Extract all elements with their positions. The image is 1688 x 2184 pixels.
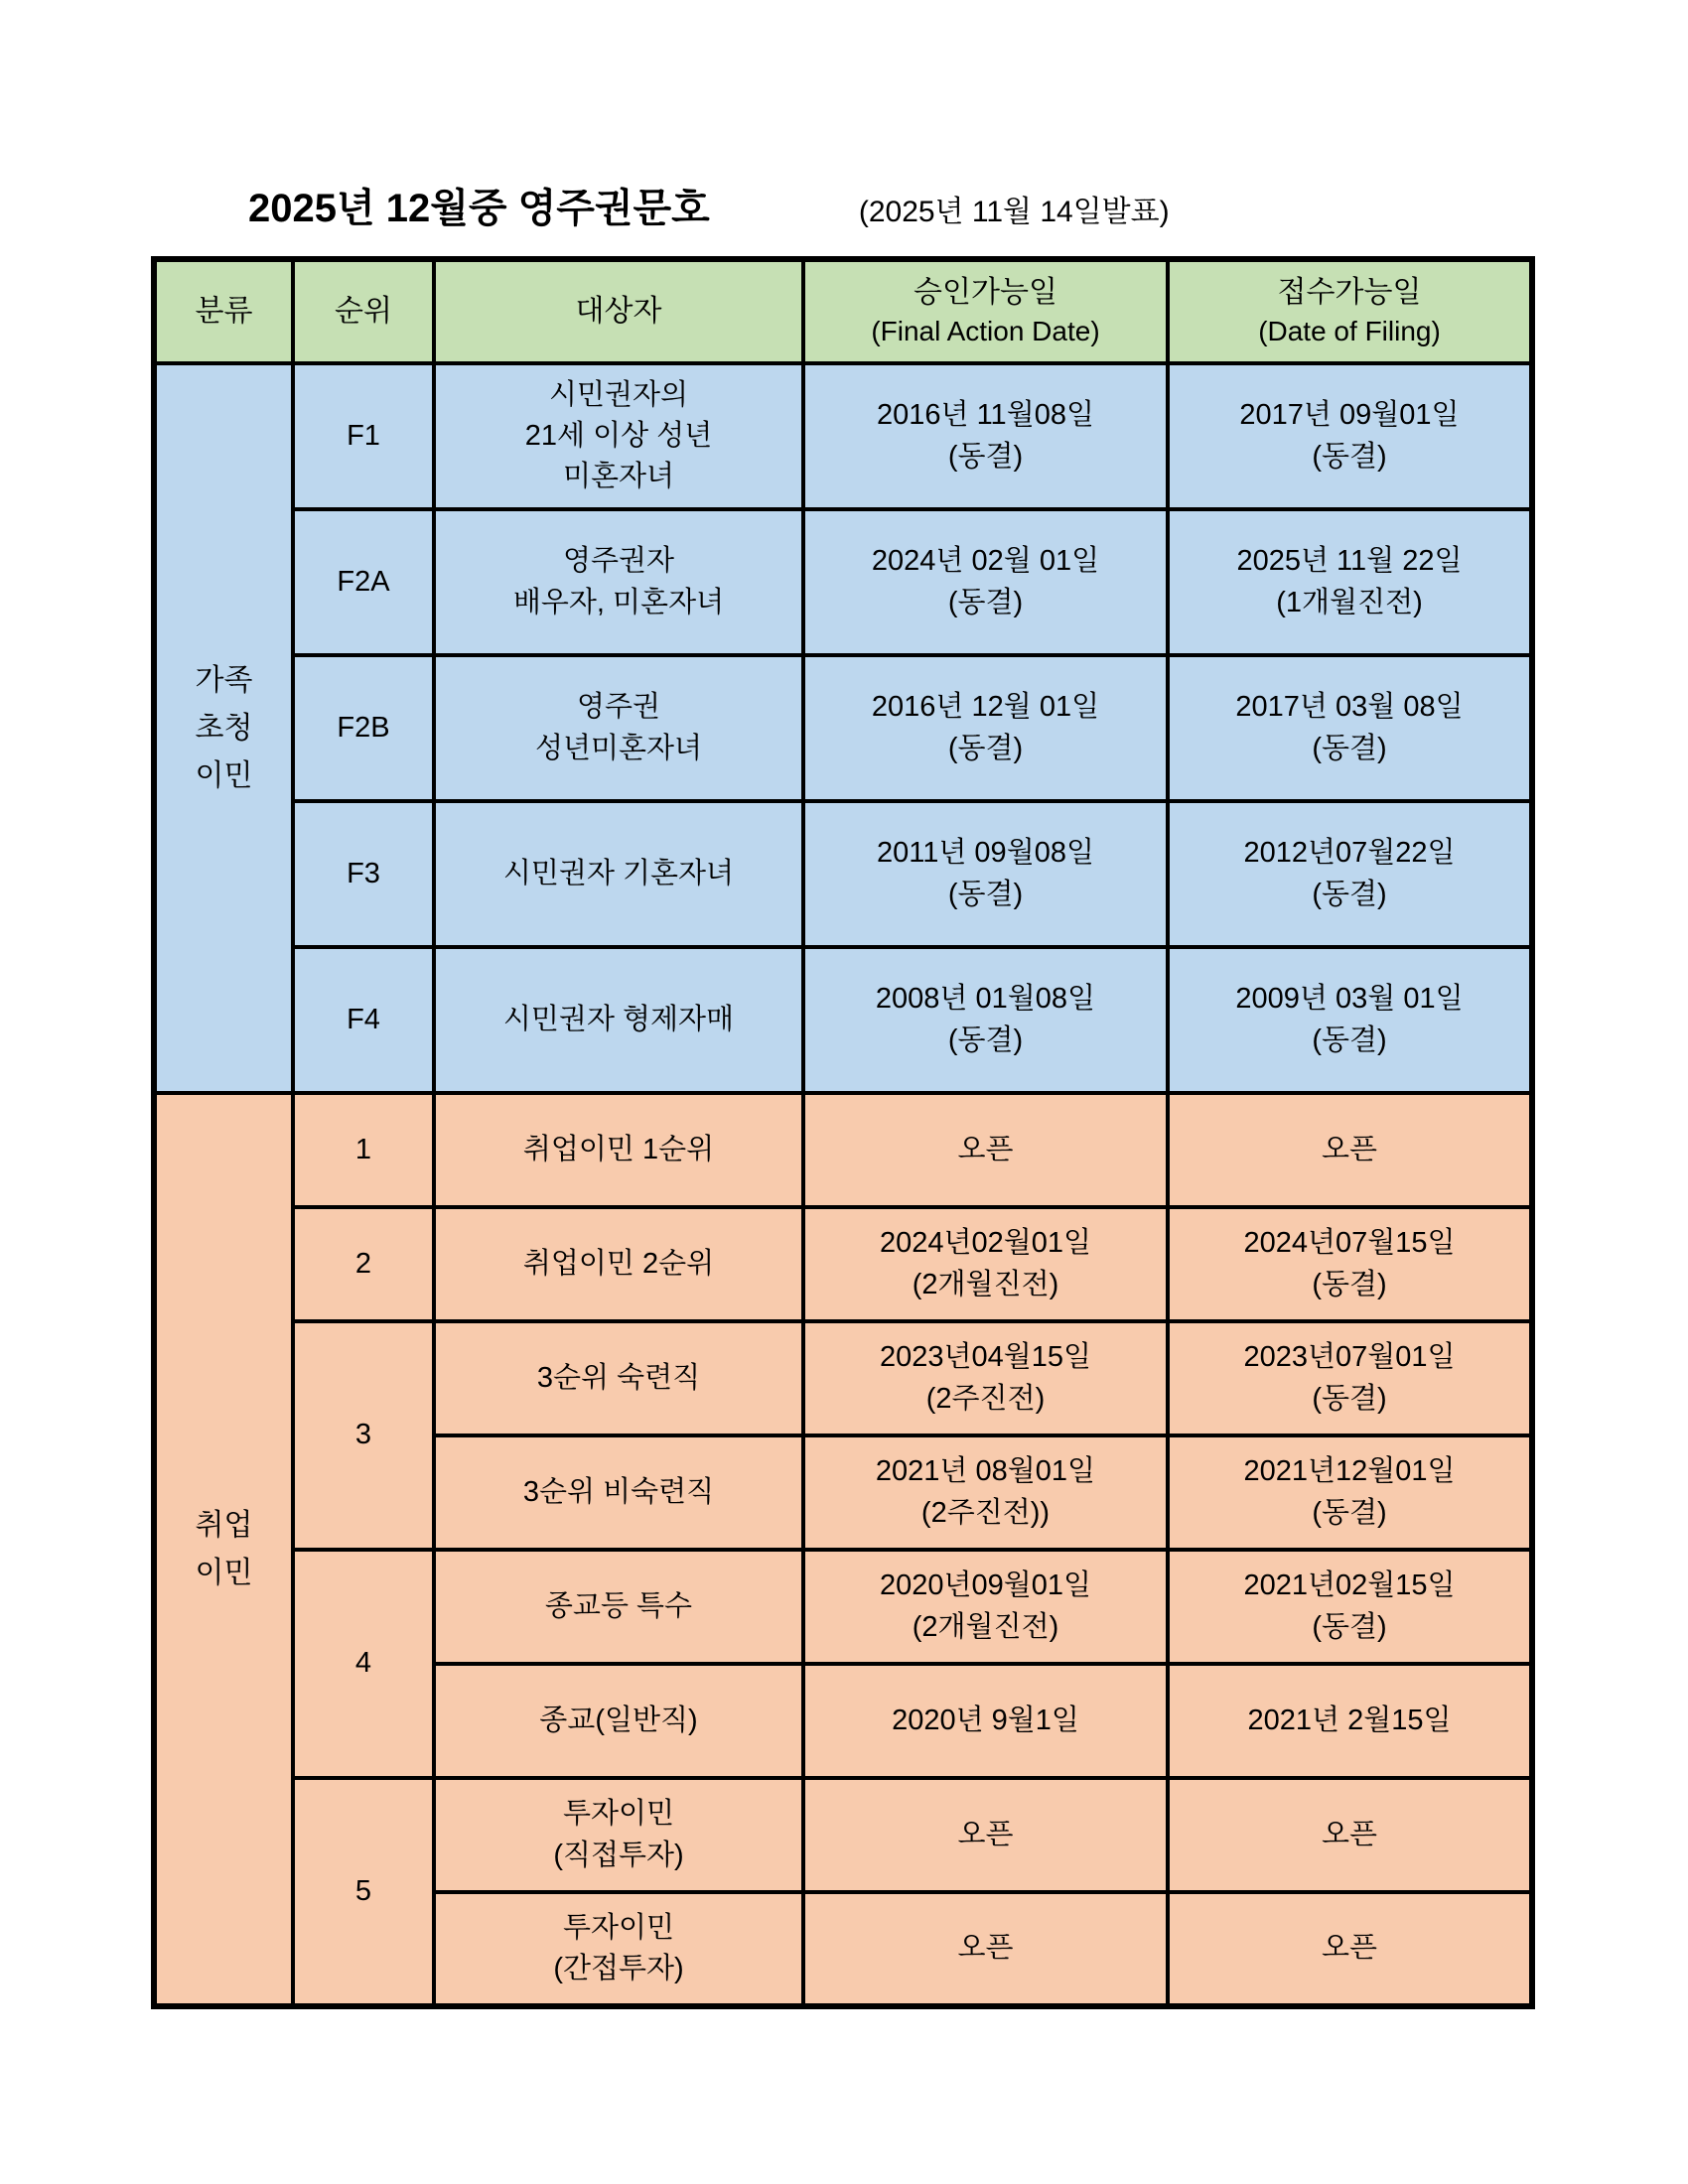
publish-date-note: (2025년 11월 14일발표) [858,196,1170,228]
table-row-eb1 [154,1093,1532,1207]
filing-cell-eb5-direct: 오픈 [1168,1778,1532,1892]
beneficiary-cell-eb5-indirect: 투자이민 (간접투자) [434,1892,803,2006]
beneficiary-cell-f2a: 영주권자 배우자, 미혼자녀 [434,509,803,655]
table-row-eb5-direct [154,1778,1532,1892]
filing-cell-eb4-religious: 2021년 2월15일 [1168,1664,1532,1778]
pref-cell-f2b: F2B [293,655,434,801]
beneficiary-cell-eb1: 취업이민 1순위 [434,1093,803,1207]
final-action-cell-f3: 2011년 09월08일 (동결) [803,801,1168,947]
beneficiary-cell-eb2: 취업이민 2순위 [434,1207,803,1321]
beneficiary-cell-eb5-direct: 투자이민 (직접투자) [434,1778,803,1892]
final-action-cell-eb1: 오픈 [803,1093,1168,1207]
final-action-cell-eb5-indirect: 오픈 [803,1892,1168,2006]
table-row-eb2 [154,1207,1532,1321]
category-cell-family: 가족 초청 이민 [154,363,293,1093]
table-row-eb3-skilled [154,1321,1532,1435]
beneficiary-cell-eb3-unskilled: 3순위 비숙련직 [434,1435,803,1550]
pref-cell-eb5: 5 [293,1778,434,2006]
filing-cell-f4: 2009년 03월 01일 (동결) [1168,947,1532,1093]
pref-cell-eb2: 2 [293,1207,434,1321]
table-row-f4 [154,947,1532,1093]
filing-cell-eb1: 오픈 [1168,1093,1532,1207]
table-row-f1 [154,363,1532,509]
pref-cell-f2a: F2A [293,509,434,655]
beneficiary-cell-eb4-special: 종교등 특수 [434,1550,803,1664]
filing-cell-f2a: 2025년 11월 22일 (1개월진전) [1168,509,1532,655]
employment-section [154,1093,1532,2006]
filing-cell-f2b: 2017년 03월 08일 (동결) [1168,655,1532,801]
filing-cell-eb5-indirect: 오픈 [1168,1892,1532,2006]
final-action-cell-eb5-direct: 오픈 [803,1778,1168,1892]
header-date-of-filing: 접수가능일 (Date of Filing) [1168,259,1532,363]
final-action-cell-eb3-skilled: 2023년04월15일 (2주진전) [803,1321,1168,1435]
header-row [154,259,1532,363]
table-row-eb4-special [154,1550,1532,1664]
pref-cell-eb3: 3 [293,1321,434,1550]
document-header [248,177,1170,233]
header-category: 분류 [154,259,293,363]
filing-cell-f3: 2012년07월22일 (동결) [1168,801,1532,947]
final-action-cell-eb4-special: 2020년09월01일 (2개월진전) [803,1550,1168,1664]
pref-cell-eb4: 4 [293,1550,434,1778]
filing-cell-eb3-unskilled: 2021년12월01일 (동결) [1168,1435,1532,1550]
table-row-f2a [154,509,1532,655]
page-title: 2025년 12월중 영주권문호 [248,187,710,230]
beneficiary-cell-f3: 시민권자 기혼자녀 [434,801,803,947]
pref-cell-eb1: 1 [293,1093,434,1207]
pref-cell-f3: F3 [293,801,434,947]
final-action-cell-eb4-religious: 2020년 9월1일 [803,1664,1168,1778]
beneficiary-cell-f1: 시민권자의 21세 이상 성년 미혼자녀 [434,363,803,509]
header-beneficiary: 대상자 [434,259,803,363]
family-section [154,363,1532,1093]
final-action-cell-f2b: 2016년 12월 01일 (동결) [803,655,1168,801]
table-header [154,259,1532,363]
header-preference: 순위 [293,259,434,363]
category-cell-employment: 취업 이민 [154,1093,293,2006]
beneficiary-cell-f4: 시민권자 형제자매 [434,947,803,1093]
final-action-cell-eb2: 2024년02월01일 (2개월진전) [803,1207,1168,1321]
final-action-cell-f2a: 2024년 02월 01일 (동결) [803,509,1168,655]
pref-cell-f4: F4 [293,947,434,1093]
beneficiary-cell-eb4-religious: 종교(일반직) [434,1664,803,1778]
filing-cell-f1: 2017년 09월01일 (동결) [1168,363,1532,509]
header-final-action-date: 승인가능일 (Final Action Date) [803,259,1168,363]
table-row-f2b [154,655,1532,801]
visa-bulletin-table [151,256,1535,2009]
table-row-f3 [154,801,1532,947]
final-action-cell-f1: 2016년 11월08일 (동결) [803,363,1168,509]
final-action-cell-eb3-unskilled: 2021년 08월01일 (2주진전)) [803,1435,1168,1550]
filing-cell-eb3-skilled: 2023년07월01일 (동결) [1168,1321,1532,1435]
final-action-cell-f4: 2008년 01월08일 (동결) [803,947,1168,1093]
beneficiary-cell-f2b: 영주권 성년미혼자녀 [434,655,803,801]
beneficiary-cell-eb3-skilled: 3순위 숙련직 [434,1321,803,1435]
filing-cell-eb4-special: 2021년02월15일 (동결) [1168,1550,1532,1664]
filing-cell-eb2: 2024년07월15일 (동결) [1168,1207,1532,1321]
pref-cell-f1: F1 [293,363,434,509]
